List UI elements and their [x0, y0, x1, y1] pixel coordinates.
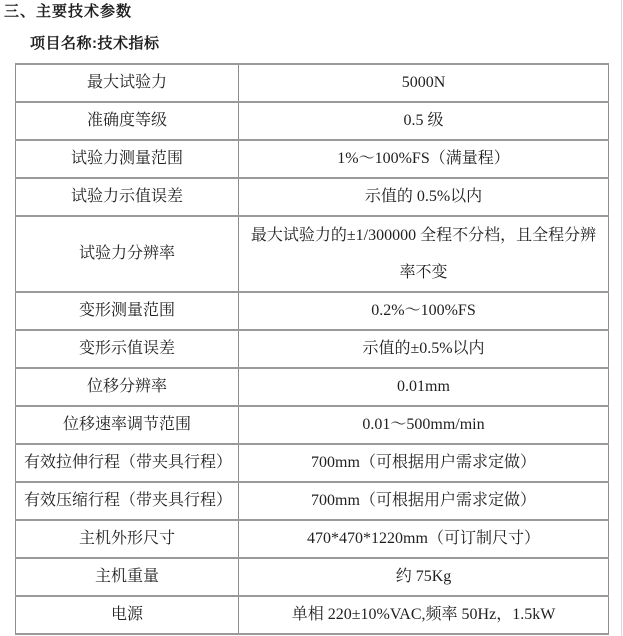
table-row [16, 292, 609, 330]
table-row [16, 368, 609, 406]
spec-value-cell: 700mm（可根据用户需求定做） [239, 444, 609, 482]
spec-table-body [16, 64, 609, 634]
spec-label-cell: 电源 [16, 596, 239, 634]
spec-label-cell: 准确度等级 [16, 102, 239, 140]
spec-label-cell: 主机重量 [16, 558, 239, 596]
table-row [16, 406, 609, 444]
spec-label-cell: 试验力测量范围 [16, 140, 239, 178]
table-row [16, 216, 609, 292]
spec-value-cell: 0.2%～100%FS [239, 292, 609, 330]
spec-label-cell: 试验力分辨率 [16, 216, 239, 292]
spec-value-cell: 示值的±0.5%以内 [239, 330, 609, 368]
table-row [16, 64, 609, 102]
spec-value-cell: 约 75Kg [239, 558, 609, 596]
spec-label-cell: 位移速率调节范围 [16, 406, 239, 444]
spec-label-cell: 位移分辨率 [16, 368, 239, 406]
table-row [16, 520, 609, 558]
section-title: 三、主要技术参数 [4, 3, 133, 20]
table-subtitle: 项目名称:技术指标 [30, 35, 160, 52]
spec-value-cell: 700mm（可根据用户需求定做） [239, 482, 609, 520]
table-row [16, 482, 609, 520]
spec-label-cell: 最大试验力 [16, 64, 239, 102]
spec-value-cell: 0.01～500mm/min [239, 406, 609, 444]
spec-value-cell: 5000N [239, 64, 609, 102]
table-row [16, 596, 609, 634]
spec-value-cell: 示值的 0.5%以内 [239, 178, 609, 216]
spec-value-cell: 0.01mm [239, 368, 609, 406]
spec-label-cell: 变形示值误差 [16, 330, 239, 368]
spec-value-cell: 0.5 级 [239, 102, 609, 140]
page-edge-divider [621, 0, 622, 636]
table-row [16, 330, 609, 368]
spec-value-cell: 470*470*1220mm（可订制尺寸） [239, 520, 609, 558]
spec-label-cell: 有效压缩行程（带夹具行程） [16, 482, 239, 520]
table-row [16, 140, 609, 178]
spec-value-cell: 最大试验力的±1/300000 全程不分档，且全程分辨率不变 [239, 216, 609, 292]
spec-value-cell: 1%～100%FS（满量程） [239, 140, 609, 178]
table-row [16, 558, 609, 596]
spec-value-cell: 单相 220±10%VAC,频率 50Hz，1.5kW [239, 596, 609, 634]
spec-label-cell: 有效拉伸行程（带夹具行程） [16, 444, 239, 482]
spec-label-cell: 试验力示值误差 [16, 178, 239, 216]
spec-table [15, 63, 609, 635]
table-row [16, 444, 609, 482]
table-row [16, 178, 609, 216]
spec-label-cell: 主机外形尺寸 [16, 520, 239, 558]
table-row [16, 102, 609, 140]
spec-label-cell: 变形测量范围 [16, 292, 239, 330]
